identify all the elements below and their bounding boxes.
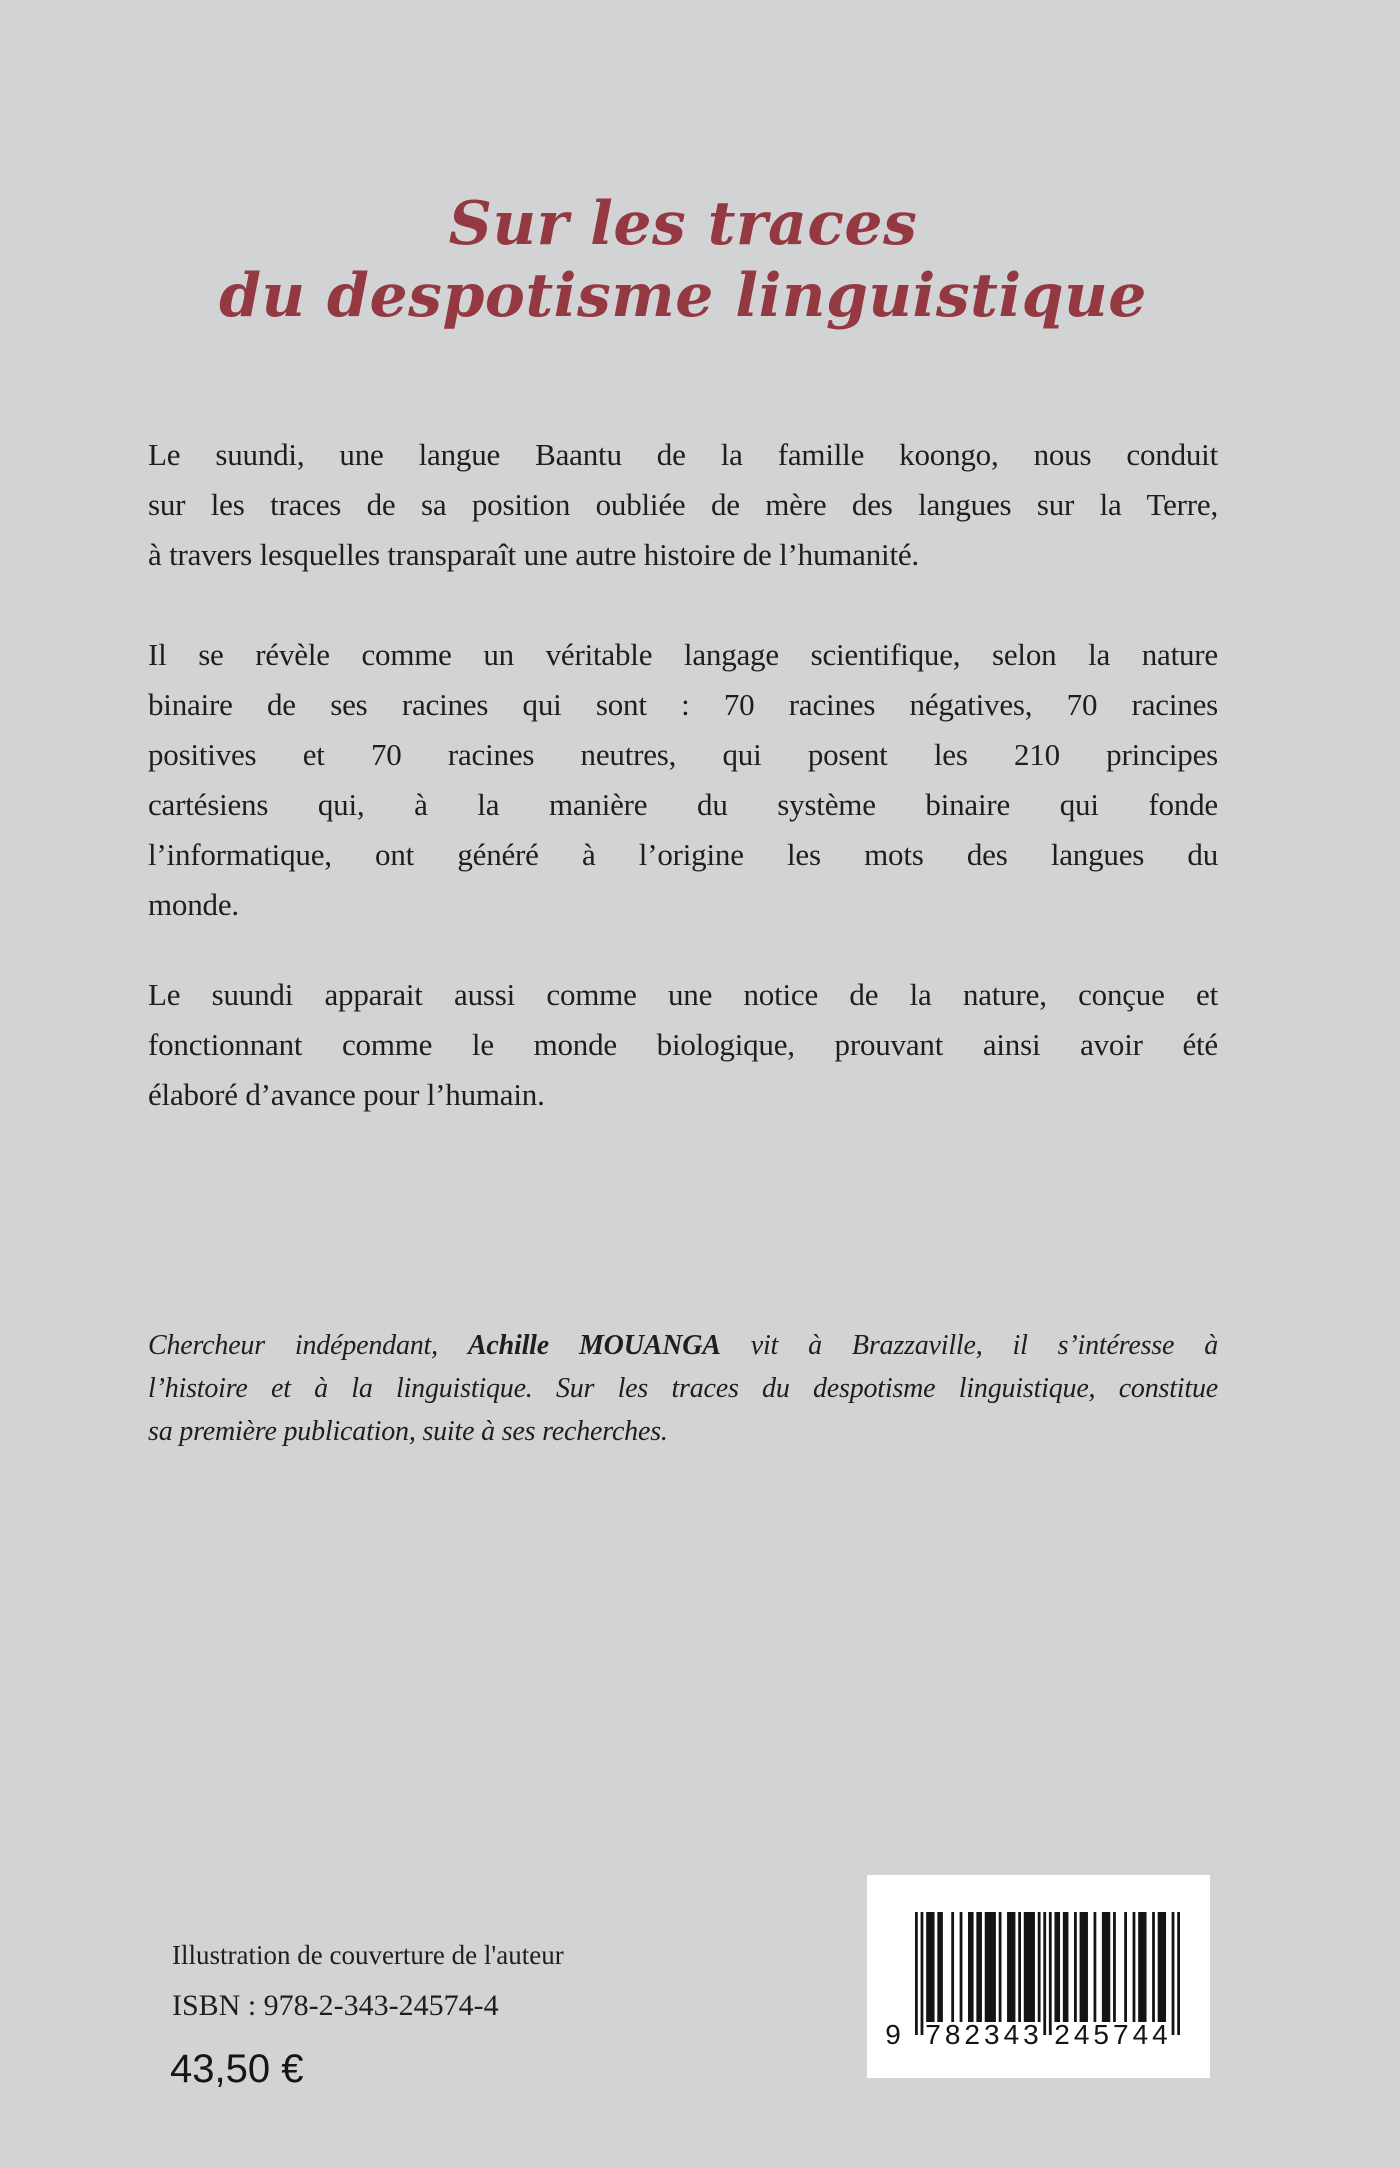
book-title-line-1: Sur les traces	[448, 189, 918, 260]
book-title	[148, 188, 1218, 332]
blurb-line: positives et 70 racines neutres, qui posent les 210 principes	[148, 737, 1218, 772]
barcode-bars	[915, 1912, 1180, 2035]
blurb-line: élaboré d’avance pour l’humain.	[148, 1077, 545, 1112]
blurb-text	[148, 430, 1218, 1120]
barcode	[867, 1875, 1210, 2078]
blurb-line: l’informatique, ont généré à l’origine les mots des langues du	[148, 837, 1218, 872]
author-name: Achille MOUANGA	[467, 1330, 721, 1361]
blurb-line: Le suundi, une langue Baantu de la famille koongo, nous conduit	[148, 437, 1218, 472]
bio-line	[148, 1410, 1218, 1453]
blurb-line: fonctionnant comme le monde biologique, prouvant ainsi avoir été	[148, 1027, 1218, 1062]
barcode-digit-group-2: 245744	[1054, 2019, 1172, 2050]
blurb-paragraph	[148, 430, 1218, 580]
bio-line	[148, 1324, 1218, 1367]
blurb-line: cartésiens qui, à la manière du système binaire qui fonde	[148, 787, 1218, 822]
blurb-line: Il se révèle comme un véritable langage scientifique, selon la nature	[148, 637, 1218, 672]
barcode-digit-lead: 9	[885, 2019, 901, 2050]
bio-text: Chercheur indépendant,	[148, 1330, 468, 1361]
book-title-line-2: du despotisme linguistique	[219, 261, 1147, 332]
isbn-text: ISBN : 978-2-343-24574-4	[172, 1989, 499, 2022]
price-text: 43,50 €	[170, 2047, 304, 2091]
bio-text: l’histoire et à la linguistique. Sur les traces du despotisme linguistique, constitue	[148, 1373, 1218, 1404]
blurb-paragraph	[148, 970, 1218, 1120]
blurb-line: sur les traces de sa position oubliée de mère des langues sur la Terre,	[148, 487, 1218, 522]
blurb-line: Le suundi apparait aussi comme une notice de la nature, conçue et	[148, 977, 1218, 1012]
bio-text: sa première publication, suite à ses recherches.	[148, 1416, 668, 1447]
author-bio	[148, 1324, 1218, 1453]
blurb-line: binaire de ses racines qui sont : 70 racines négatives, 70 racines	[148, 687, 1218, 722]
blurb-paragraph	[148, 630, 1218, 930]
blurb-line: monde.	[148, 887, 239, 922]
blurb-line: à travers lesquelles transparaît une autre histoire de l’humanité.	[148, 537, 919, 572]
barcode-digit-group-1: 782343	[925, 2019, 1043, 2050]
bio-text: vit à Brazzaville, il s’intéresse à	[720, 1330, 1218, 1361]
bio-line	[148, 1367, 1218, 1410]
cover-illustration-credit: Illustration de couverture de l'auteur	[172, 1940, 564, 1970]
